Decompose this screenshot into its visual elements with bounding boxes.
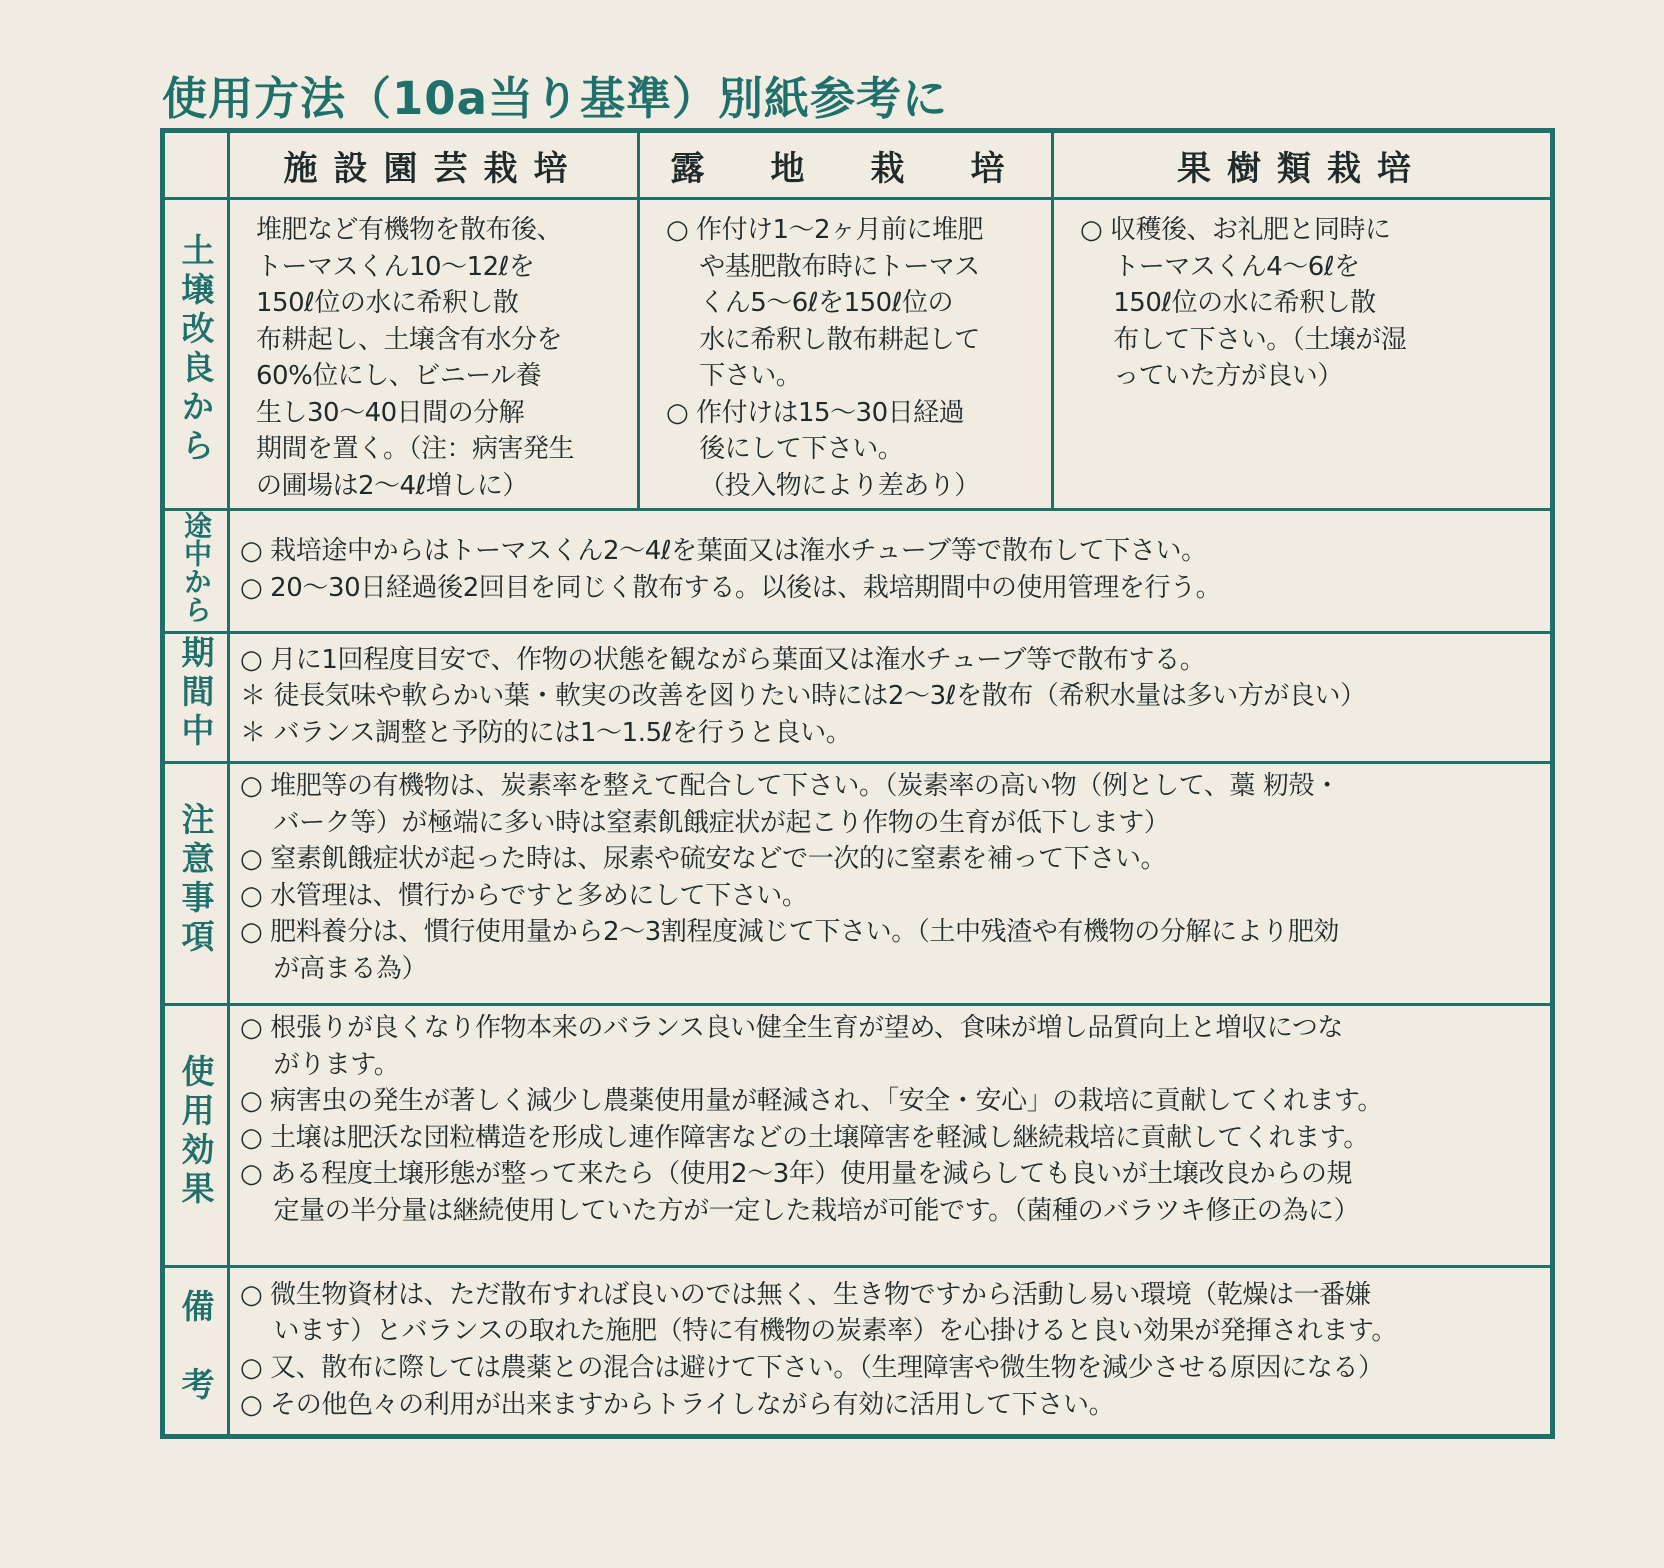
column-header-open-field: 露 地 栽 培	[639, 131, 1053, 199]
column-header-greenhouse: 施設園芸栽培	[229, 131, 639, 199]
text-remarks: ○ 微生物資材は、ただ散布すれば良いのでは無く、生き物ですから活動し易い環境（乾燥は一番嫌 います）とバランスの取れた施肥（特に有機物の炭素率）を心掛けると良い効果が発揮されます。 ○ 又、散布に際しては農薬との混合は避けて下さい。（生理障害や微生物を減少させる原因になる） ○ その他色々の利用が出来ますからトライしながら有効に活用して下さい。	[229, 1267, 1553, 1437]
header-row	[163, 131, 1553, 199]
row-soil-improvement	[163, 199, 1553, 510]
page-title: 使用方法（10a当り基準）別紙参考に	[162, 72, 948, 125]
row-label-effects: 使用効果	[163, 1005, 229, 1267]
text-during-period: ○ 月に1回程度目安で、作物の状態を観ながら葉面又は潅水チューブ等で散布する。 ＊ 徒長気味や軟らかい葉・軟実の改善を図りたい時には2〜3ℓを散布（希釈水量は多い方が良い） ＊ バランス調整と予防的には1〜1.5ℓを行うと良い。	[229, 633, 1553, 763]
cell-fruit-trees-soil: ○ 収穫後、お礼肥と同時に トーマスくん4〜6ℓを 150ℓ位の水に希釈し散 布して下さい。（土壌が湿 っていた方が良い）	[1053, 199, 1553, 510]
row-label-during-period: 期間中	[163, 633, 229, 763]
cell-greenhouse-soil: 堆肥など有機物を散布後、 トーマスくん10〜12ℓを 150ℓ位の水に希釈し散 布耕起し、土壌含有水分を 60%位にし、ビニール養 生し30〜40日間の分解 期間を置く。（注：病害発生 の圃場は2〜4ℓ増しに）	[229, 199, 639, 510]
row-midway	[163, 510, 1553, 633]
row-label-midway: 途中から	[163, 510, 229, 633]
row-effects	[163, 1005, 1553, 1267]
text-effects: ○ 根張りが良くなり作物本来のバランス良い健全生育が望め、食味が増し品質向上と増収につな がります。 ○ 病害虫の発生が著しく減少し農薬使用量が軽減され、「安全・安心」の栽培に貢献してくれます。 ○ 土壌は肥沃な団粒構造を形成し連作障害などの土壌障害を軽減し継続栽培に貢献してくれます。 ○ ある程度土壌形態が整って来たら（使用2〜3年）使用量を減らしても良いが土壌改良からの規 定量の半分量は継続使用していた方が一定した栽培が可能です。（菌種のバラツキ修正の為に）	[229, 1005, 1553, 1267]
corner-cell	[163, 131, 229, 199]
cell-open-field-soil: ○ 作付け1〜2ヶ月前に堆肥 や基肥散布時にトーマス くん5〜6ℓを150ℓ位の 水に希釈し散布耕起して 下さい。 ○ 作付けは15〜30日経過 後にして下さい。 （投入物により差あり）	[639, 199, 1053, 510]
row-precautions	[163, 763, 1553, 1005]
row-remarks	[163, 1267, 1553, 1437]
text-precautions: ○ 堆肥等の有機物は、炭素率を整えて配合して下さい。（炭素率の高い物（例として、藁 籾殻・ バーク等）が極端に多い時は窒素飢餓症状が起こり作物の生育が低下します） ○ 窒素飢餓症状が起った時は、尿素や硫安などで一次的に窒素を補って下さい。 ○ 水管理は、慣行からですと多めにして下さい。 ○ 肥料養分は、慣行使用量から2〜3割程度減じて下さい。（土中残渣や有機物の分解により肥効 が高まる為）	[229, 763, 1553, 1005]
row-label-soil-improvement: 土壌改良から	[163, 199, 229, 510]
usage-table	[160, 128, 1555, 1439]
text-midway: ○ 栽培途中からはトーマスくん2〜4ℓを葉面又は潅水チューブ等で散布して下さい。 ○ 20〜30日経過後2回目を同じく散布する。以後は、栽培期間中の使用管理を行う。	[229, 510, 1553, 633]
row-label-remarks: 備 考	[163, 1267, 229, 1437]
row-label-precautions: 注意事項	[163, 763, 229, 1005]
row-during-period	[163, 633, 1553, 763]
column-header-fruit-trees: 果樹類栽培	[1053, 131, 1553, 199]
